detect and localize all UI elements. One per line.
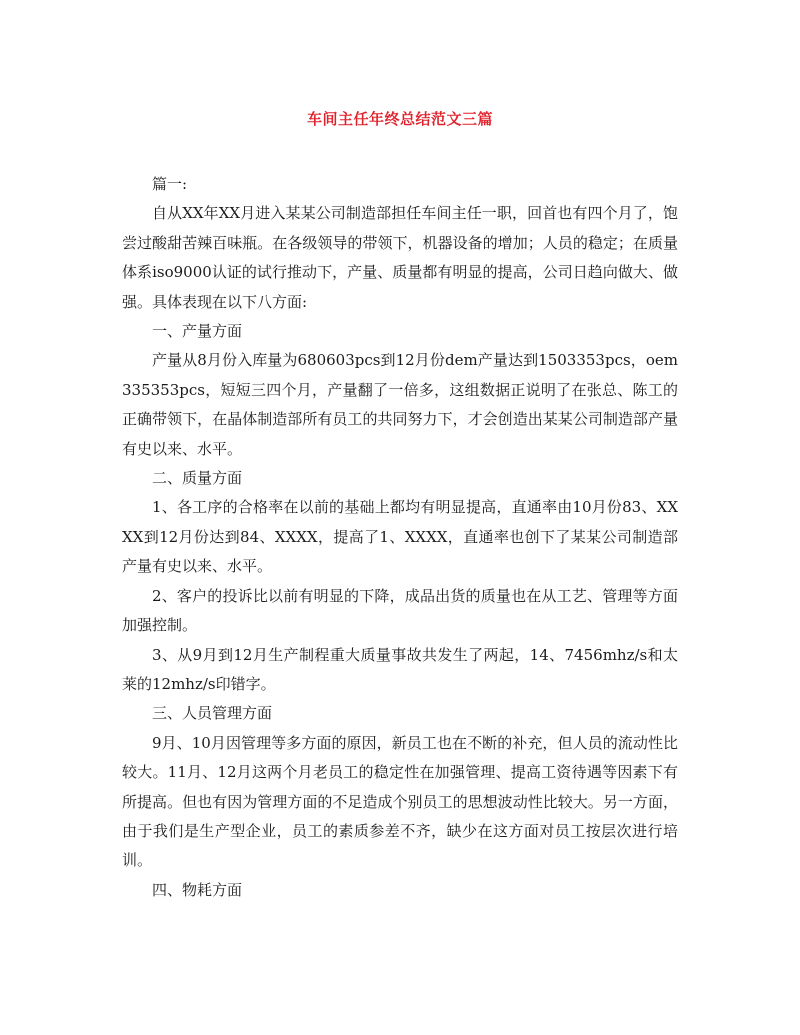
document-body [122,170,678,905]
heading-quality: 二、质量方面 [152,469,243,488]
heading-output: 一、产量方面 [152,322,243,341]
paragraph-quality-2: 2、客户的投诉比以前有明显的下降，成品出货的质量也在从工艺、管理等方面加强控制。 [122,586,678,635]
document-title: 车间主任年终总结范文三篇 [306,110,493,128]
heading-personnel: 三、人员管理方面 [152,704,273,723]
paragraph-quality-3: 3、从9月到12月生产制程重大质量事故共发生了两起，14、7456mhz/s和太莱的12mhz/s印错字。 [122,645,678,693]
paragraph-output: 产量从8月份入库量为680603pcs到12月份dem产量达到1503353pcs，oem335353pcs，短短三四个月，产量翻了一倍多，这组数据正说明了在张总、陈工的正确带领下，在晶体制造部所有员工的共同努力下，才会创造出某某公司制造部产量有史以来、水平。 [122,351,678,458]
intro-paragraph: 自从XX年XX月进入某某公司制造部担任车间主任一职，回首也有四个月了，饱尝过酸甜苦辣百味瓶。在各级领导的带领下，机器设备的增加；人员的稳定；在质量体系iso9000认证的试行推动下，产量、质量都有明显的提高，公司日趋向做大、做强。具体表现在以下八方面: [122,204,678,311]
heading-material: 四、物耗方面 [152,880,243,899]
paragraph-quality-1: 1、各工序的合格率在以前的基础上都均有明显提高，直通率由10月份83、XXXX到12月份达到84、XXXX，提高了1、XXXX，直通率也创下了某某公司制造部产量有史以来、水平。 [122,498,678,576]
paragraph-personnel: 9月、10月因管理等多方面的原因，新员工也在不断的补充，但人员的流动性比较大。11月、12月这两个月老员工的稳定性在加强管理、提高工资待遇等因素下有所提高。但也有因为管理方面的不足造成个别员工的思想波动性比较大。另一方面，由于我们是生产型企业，员工的素质参差不齐，缺少在这方面对员工按层次进行培训。 [122,733,678,870]
section-label: 篇一: [152,175,188,193]
